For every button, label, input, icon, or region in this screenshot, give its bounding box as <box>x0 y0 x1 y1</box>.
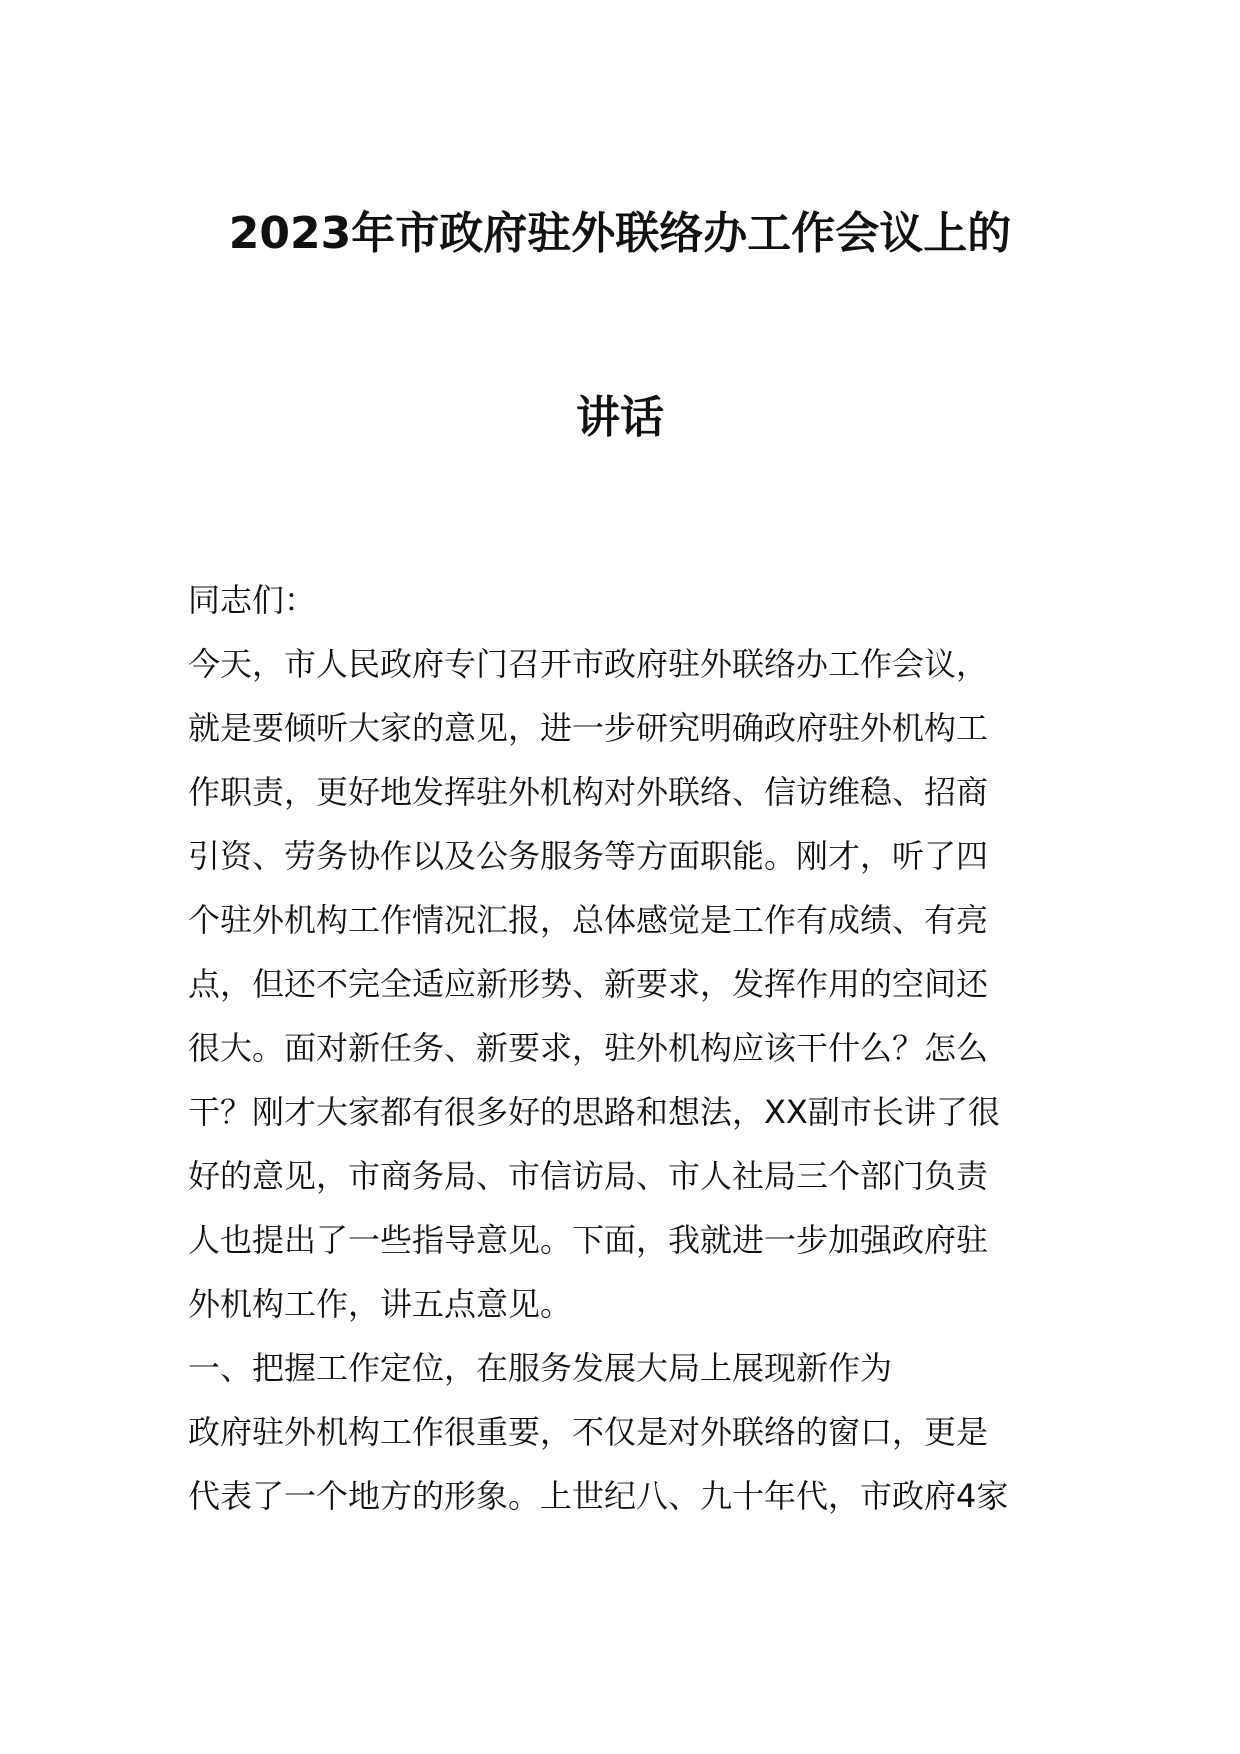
paragraph-line: 干？刚才大家都有很多好的思路和想法，XX副市长讲了很 <box>188 1093 1000 1131</box>
paragraph-line: 人也提出了一些指导意见。下面，我就进一步加强政府驻 <box>188 1221 989 1259</box>
paragraph-line: 个驻外机构工作情况汇报，总体感觉是工作有成绩、有亮 <box>188 901 989 939</box>
document-title-line-1: 2023年市政府驻外联络办工作会议上的 <box>228 208 1012 259</box>
document-body <box>188 568 1058 1528</box>
section-heading: 一、把握工作定位，在服务发展大局上展现新作为 <box>188 1349 893 1387</box>
document-title-line-2: 讲话 <box>576 392 664 443</box>
paragraph-line: 好的意见，市商务局、市信访局、市人社局三个部门负责 <box>188 1157 989 1195</box>
paragraph-line: 代表了一个地方的形象。上世纪八、九十年代，市政府4家 <box>188 1477 1009 1515</box>
paragraph-line: 政府驻外机构工作很重要，不仅是对外联络的窗口，更是 <box>188 1413 989 1451</box>
paragraph-line: 外机构工作，讲五点意见。 <box>188 1285 573 1323</box>
paragraph-line: 引资、劳务协作以及公务服务等方面职能。刚才，听了四 <box>188 837 989 875</box>
paragraph-line: 今天，市人民政府专门召开市政府驻外联络办工作会议， <box>188 645 989 683</box>
paragraph-line: 作职责，更好地发挥驻外机构对外联络、信访维稳、招商 <box>188 773 989 811</box>
salutation: 同志们： <box>188 581 317 619</box>
paragraph-line: 点，但还不完全适应新形势、新要求，发挥作用的空间还 <box>188 965 989 1003</box>
paragraph-line: 就是要倾听大家的意见，进一步研究明确政府驻外机构工 <box>188 709 989 747</box>
paragraph-line: 很大。面对新任务、新要求，驻外机构应该干什么？怎么 <box>188 1029 989 1067</box>
